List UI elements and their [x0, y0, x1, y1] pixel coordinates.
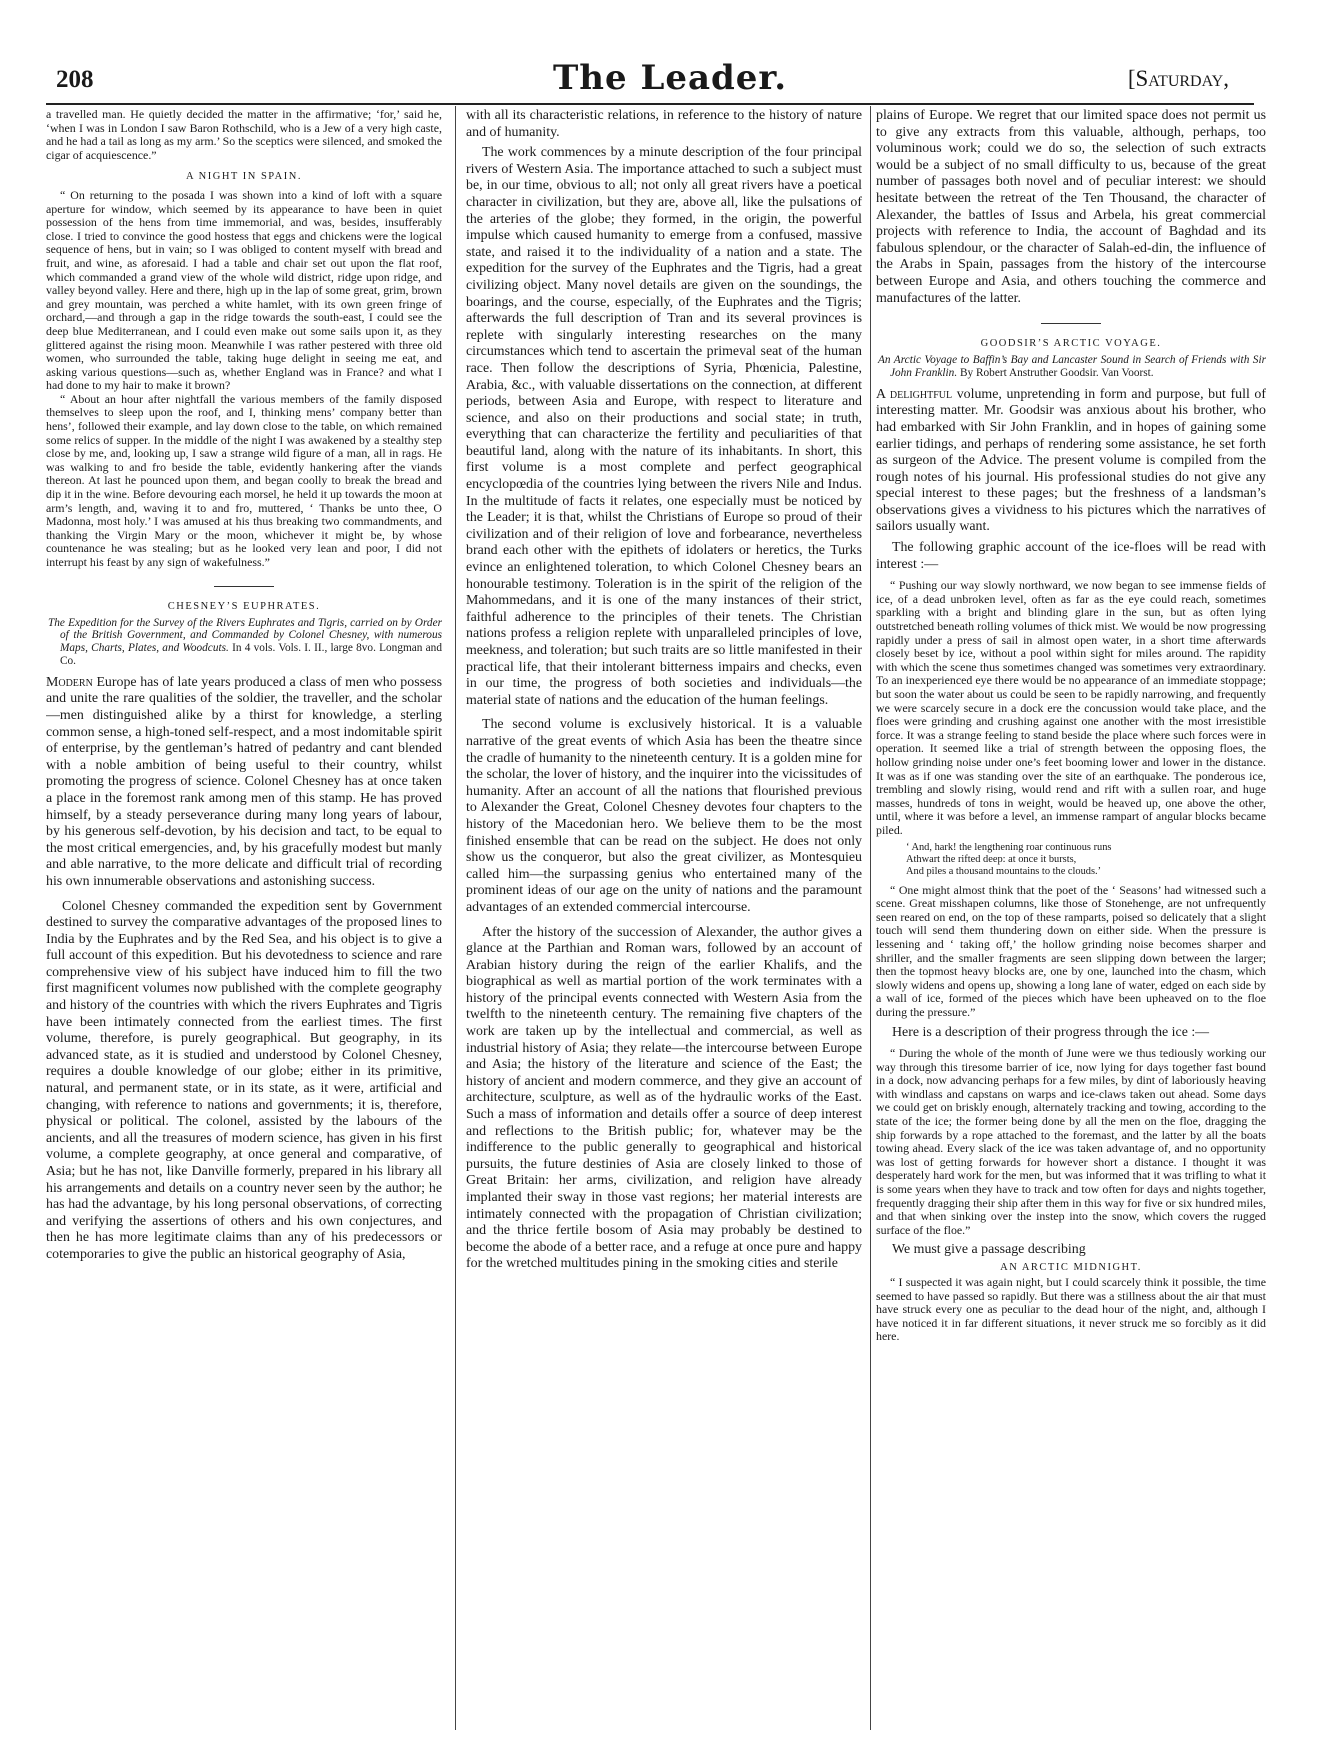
column-divider	[455, 106, 456, 1730]
quoted-extract: “ Pushing our way slowly northward, we now began to see immense fields of ice, of a dead unbroken level, often as far as the eye could reach, sometimes sparkling with a bright and blinding glare in the sun, but as often lying outstretched beneath rolling volumes of thick mist. We would be now progressing rapidly under a press of sail in almost open water, in a short time afterwards closely beset by ice, without a pool within sight for miles around. The rapidity with which the scene thus sometimes changed was sometimes very extraordinary. To an inexperienced eye there would be no appearance of an immediate stoppage; but soon the water about us could be seen to be rapidly narrowing, and frequently we were scarcely secure in a dock ere the concussion would take place, and the floes were grinding and crushing against one another with the most irresistible force. It was a strange feeling to stand beside the place where such forces were in operation. It seemed like a trial of strength between the opposing floes, the hollow grinding noise under one’s feet booming lower and lower in the distance. It was as if one was standing over the site of an earthquake. The ponderous ice, trembling and slowly rising, would rend and rift with a sullen roar, and huge masses, hundreds of tons in weight, would be heaved up, one above the other, until, where it was before a level, an immense rampart of angular blocks became piled.	[876, 578, 1266, 837]
quoted-extract: “ I suspected it was again night, but I could scarcely think it possible, the time seemed to have passed so rapidly. But there was a stillness about the air that must have struck every one as peculiar to the dead hour of the night, and, although I have noticed it in far different situations, it never struck me so forcibly as it did here.	[876, 1274, 1266, 1344]
section-heading-night-in-spain: A NIGHT IN SPAIN.	[186, 171, 302, 183]
article-paragraph: plains of Europe. We regret that our limited space does not permit us to give any extracts from this valuable, although, perhaps, too voluminous work; could we do so, the selection of such extracts would be a subject of no small difficulty to us, because of the great number of passages both novel and of peculiar interest: we should hesitate between the retreat of the Ten Thousand, the character of Alexander, the battles of Issus and Arbela, his great commercial projects with reference to India, the account of Baghdad and its fabulous splendour, or the character of Salah-ed-din, the influence of the Arabs in Spain, passages from the history of the intercourse between Europe and Asia, and others touching the commerce and manufactures of the latter.	[876, 108, 1266, 306]
article-paragraph	[46, 675, 442, 891]
drop-lead-word: A delightful	[876, 386, 953, 402]
article-paragraph: The second volume is exclusively historical. It is a valuable narrative of the great events of which Asia has been the theatre since the cradle of humanity to the nineteenth century. It is a golden mine for the scholar, the lover of history, and the inquirer into the vicissitudes of humanity. After an account of all the nations that flourished previous to Alexander the Great, Colonel Chesney devotes four chapters to the history of the Macedonian hero. We believe them to be the most finished ensemble that can be read on the subject. He does not only show us the conqueror, but also the great civilizer, as Montesquieu called him—the surpassing genius who entertained many of the prominent ideas of our age on the unity of nations and the paramount advantages of an extended commercial intercourse.	[466, 717, 862, 915]
header-rule	[46, 103, 1254, 105]
article-paragraph: Colonel Chesney commanded the expedition sent by Government destined to survey the comparative advantages of the proposed lines to India by the Euphrates and by the Red Sea, and his object is to give a full account of this expedition. But his devotedness to science and rare comprehensive view of his subject have induced him to fill the two first magnificent volumes now published with the complete geography and history of the countries with which the rivers Euphrates and Tigris have been intimately connected from the earliest times. The first volume, therefore, is purely geographical. But geography, in its advanced state, as it is studied and understood by Colonel Chesney, requires a double knowledge of our globe; either in its primitive, natural, and permanent state, or in its state, as it were, artificial and changing, with reference to nations and governments; it is, therefore, physical or political. The colonel, assisted by the labours of the ancients, and all the treasures of modern science, has given in his first volume, a complete geography, at once general and comparative, of Asia; but he has not, like Danville formerly, prepared in his library all his arrangements and details on a country never seen by the author; he has had the advantage, by his long personal observations, of correcting and verifying the assertions of others and his own conjectures, and then he has more legitimate claims than any of his predecessors or cotemporaries to give the public an historical geography of Asia,	[46, 898, 442, 1262]
article-paragraph: We must give a passage describing	[892, 1242, 1086, 1258]
article-paragraph	[876, 387, 1266, 536]
column-divider	[870, 106, 871, 1730]
verse-line: ‘ And, hark! the lengthening roar continuous runs	[906, 841, 1112, 853]
verse-quotation	[876, 842, 1266, 878]
section-divider	[1041, 323, 1101, 324]
spain-quote-intro: a travelled man. He quietly decided the matter in the affirmative; ‘for,’ said he, ‘when I was in London I saw Baron Rothschild, who is a Jew of a very high caste, and he had a tail as long as my arm.’ So the sceptics were silenced, and smoked the cigar of acquiescence.”	[46, 108, 442, 162]
page-number: 208	[56, 66, 94, 93]
article-paragraph: The following graphic account of the ice-floes will be read with interest :—	[876, 540, 1266, 572]
column-two	[466, 108, 862, 1728]
column-three	[876, 108, 1266, 1728]
column-one	[46, 108, 442, 1728]
verse-line: And piles a thousand mountains to the clouds.’	[906, 865, 1102, 877]
article-text: Europe has of late years produced a class of men who possess and unite the rare qualities of the soldier, the traveller, and the scholar—men distinguished alike by a thirst for knowledge, a sterling common sense, a high-toned self-respect, and a most indomitable spirit of enterprise, by the gentleman’s hatred of pedantry and cant blended with a noble ambition of being useful to their country, whilst promoting the progress of science. Colonel Chesney has at once taken a place in the foremost rank among men of this stamp. He has proved himself, by a steady perseverance during many long years of labour, by his generous self-devotion, by his decision and tact, to be equal to the most critical emergencies, and, by his gracefully modest but manly and able narrative, to the more delicate and difficult trial of recording his own innumerable observations and astonishing success.	[46, 674, 442, 889]
book-title: The Expedition for the Survey of the Rivers Euphrates and Tigris, carried on by Order of the British Government, and Commanded by Colonel Chesney, with numerous Maps, Charts, Plates, and Woodcuts.	[48, 616, 442, 655]
article-text: volume, unpretending in form and purpose, but full of interesting matter. Mr. Goodsir was anxious about his brother, who had embarked with Sir John Franklin, and in hopes of gaining some earlier tidings, and perhaps of rendering some assistance, he set forth as surgeon of the Advice. The present volume is compiled from the rough notes of his journal. His professional studies do not give any special interest to these pages; but the freshness of a landsman’s observations gives a vividness to his pictures which the narratives of sailors usually want.	[876, 386, 1266, 535]
book-title: An Arctic Voyage to Baffin’s Bay and Lancaster Sound in Search of Friends with Sir John Franklin.	[878, 354, 1266, 379]
article-paragraph: with all its characteristic relations, in reference to the history of nature and of humanity.	[466, 108, 862, 140]
book-citation	[46, 617, 442, 668]
spain-quote-paragraph: “ About an hour after nightfall the various members of the family disposed themselves to sleep upon the roof, and I, thinking mens’ company better than hens’, followed their example, and lay down close to the table, on which remained some relics of supper. In the middle of the night I was awakened by a stealthy step close by me, and, looking up, I saw a strange wild figure of a man, all in rags. He was walking to and fro beside the table, evidently hankering after the viands thereon. At last he pounced upon them, and began coolly to break the bread and dip it in the wine. Before devouring each morsel, he held it up towards the moon at arm’s length, and, waving it to and fro, muttered, ‘ Thanks be unto thee, O Madonna, most holy.’ I was amused at his thus breaking two commandments, and thanking the Virgin Mary or the moon, whichever it might be, by whose countenance he was stealing; but as he looked very lean and poor, I did not interrupt his feast by any sign of wakefulness.”	[46, 391, 442, 569]
section-heading-arctic-midnight: AN ARCTIC MIDNIGHT.	[1000, 1261, 1142, 1273]
article-heading-goodsir: GOODSIR’S ARCTIC VOYAGE.	[980, 338, 1162, 350]
article-heading-chesney: CHESNEY’S EUPHRATES.	[167, 600, 321, 612]
issue-day: [Saturday,	[1127, 66, 1229, 91]
book-citation	[876, 354, 1266, 380]
verse-line: Athwart the rifted deep: at once it bursts,	[906, 853, 1077, 865]
book-publication-details: In 4 vols. Vols. I. II., large 8vo. Longman and Co.	[60, 642, 442, 667]
spain-quote-paragraph: “ On returning to the posada I was shown into a kind of loft with a square aperture for window, which seemed by its appearance to have been in quiet possession of the hens from time immemorial, and was, besides, insufferably close. I tried to convince the good hostess that eggs and chickens were the logical sequence of hens, but in vain; so I was obliged to content myself with bread and fruit, and wine, as aforesaid. I had a table and chair set out upon the flat roof, which commanded a grand view of the whole wild district, ridge upon ridge, and valley beyond valley. Here and there, high up in the lap of some great, grim, brown and grey mountain, was perched a white hamlet, with its own green fringe of orchard,—and through a gap in the ridge towards the south-east, I could see the deep blue Mediterranean, and I could even make out some sails upon it, as they glittered against the rising moon. Meanwhile I was rather pestered with three old women, who surrounded the table, taking huge delight in seeing me eat, and asking various questions—such as, whether England was in France? and what I had done to my hair to make it brown?	[46, 187, 442, 393]
quoted-extract: “ During the whole of the month of June were we thus tediously working our way through this tiresome barrier of ice, now lying for days together fast bound in a dock, now advancing perhaps for a few miles, by dint of laboriously heaving with windlass and capstans on warps and ice-claws taken out ahead. Some days we could get on briskly enough, alternately tracking and towing, according to the state of the ice; the former being done by all the men on the floe, dragging the ship forwards by a rope attached to the foremast, and the latter by all the boats towing ahead. Every slack of the ice was taken advantage of, and no opportunity was lost of getting forwards for however short a distance. I thought it was desperately hard work for the men, but was informed that it was trifling to what it is some years when they have to track and tow often for days and nights together, frequently dragging their ship after them in this way for five or six hundred miles, and that when sinking over the instep into the snow, which covers the rugged surface of the floe.”	[876, 1046, 1266, 1237]
quoted-extract: “ One might almost think that the poet of the ‘ Seasons’ had witnessed such a scene. Great misshapen columns, like those of Stonehenge, are not unfrequently seen reared on end, on the top of these ramparts, poised so delicately that a slight touch will send them thundering down on either side. When the pressure is lessening and ‘ taking off,’ the hollow grinding noise becomes sharper and shriller, and the smaller fragments are seen slipping down between the larger; then the topmost heavy blocks are, one by one, launched into the chasm, which slowly widens and opens up, showing a long lane of water, edged on each side by a wall of ice, formed of the pieces which have been upheaved on to the floe during the pressure.”	[876, 882, 1266, 1019]
article-paragraph: The work commences by a minute description of the four principal rivers of Western Asia. The importance attached to such a subject must be, in our time, obvious to all; not only all great rivers have a poetical character in civilization, but they are, above all, like the pulsations of the arteries of the globe; they formed, in the origin, the powerful impulse which caused humanity to emerge from a confused, massive state, and raised it to the individuality of a nation and a state. The expedition for the survey of the Euphrates and the Tigris, had a great civilizing object. Many novel details are given on the soundings, the boarings, and the course, especially, of the Euphrates and the Tigris; afterwards the full description of Tran and its several provinces is replete with singularly interesting researches on the many circumstances which tend to ascertain the primeval seat of the human race. Then follow the descriptions of Syria, Phœnicia, Palestine, Arabia, &c., with valuable dissertations on the connection, at different periods, between Asia and Europe, with respect to literature and science, and also on their productions and social state; in truth, everything that can characterize the fertility and peculiarities of that beautiful land, along with the nature of its inhabitants. In short, this first volume is a most complete and perfect geographical encyclopœdia of the countries lying between the rivers Nile and Indus. In the multitude of facts it relates, one especially must be noticed by the Leader; it is that, whilst the Christians of Europe so proud of their civilization and of their religion of love and forbearance, nevertheless brand each other with the epithets of idolaters or heretics, the Turks evince an enlightened toleration, to which Colonel Chesney bears an honourable testimony. Toleration is in the spirit of the religion of the Mahommedans, and it is one of the many instances of their strict, faithful adherence to the principles of their tenets. The Christian nations profess a religion replete with unparalleled principles of love, meekness, and toleration; but such traits are so little manifested in their practical life, that their intolerant bitterness impairs and checks, even in our time, the progress of both societies and individuals—the material state of nations and the education of the human feelings.	[466, 145, 862, 708]
article-paragraph: After the history of the succession of Alexander, the author gives a glance at the Parthian and Roman wars, followed by an account of Arabian history during the reign of the earlier Khalifs, and the biographical as well as martial portion of the work terminates with a history of the principal events connected with Western Asia from the twelfth to the nineteenth century. The remaining five chapters of the work are taken up by the intellectual and commercial, as well as industrial history of Asia; they relate—the intercourse between Europe and Asia; the history of the literature and science of the East; the history of ancient and modern commerce, and they give an account of architecture, sculpture, as well as of the hydraulic works of the East. Such a mass of information and details offer a source of deep interest and reflections to the British public; for, whatever may be the indifference to the public generally to geographical and historical pursuits, the future destinies of Asia are closely linked to those of Great Britain: her arms, civilization, and religion have already implanted their sway in those vast regions; her material interests are intimately connected with the propagation of Christian civilization; and the thrice fertile bosom of Asia may probably be destined to become the abode of a better race, and a refuge at once pure and happy for the wretched multitudes pining in the smoking cities and sterile	[466, 924, 862, 1272]
section-divider	[214, 586, 274, 587]
masthead-title: The Leader.	[552, 58, 788, 98]
drop-lead-word: Modern	[46, 674, 93, 690]
article-paragraph: Here is a description of their progress through the ice :—	[892, 1025, 1210, 1041]
book-publication-details: By Robert Anstruther Goodsir. Van Voorst.	[959, 366, 1154, 379]
